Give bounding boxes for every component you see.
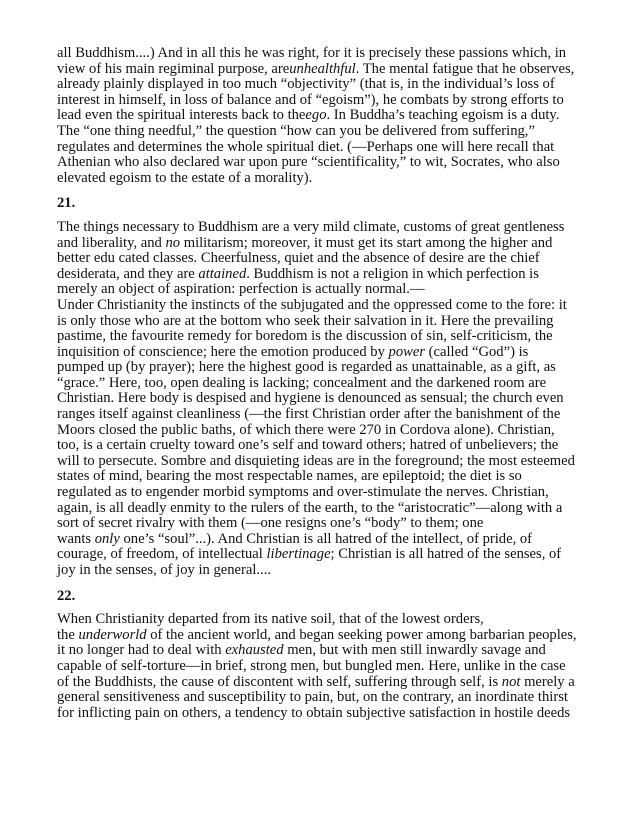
text-segment: interest in himself, in loss of balance and of “egoism”), he combats by strong efforts to — [57, 91, 564, 108]
text-segment: courage, of freedom, of intellectual — [57, 546, 267, 563]
text-segment: . Buddhism is not a religion in which perfection is — [246, 265, 539, 282]
text-line — [57, 93, 585, 109]
text-line — [57, 376, 585, 392]
text-line — [57, 155, 585, 171]
text-segment: states of mind, bearing the most respectable names, are epileptoid; the diet is so — [57, 468, 522, 485]
text-segment: inquisition of conscience; here the emotion produced by — [57, 343, 389, 360]
text-segment: Under Christianity the instincts of the subjugated and the oppressed come to the fore: it — [57, 296, 567, 313]
italic-text: exhausted — [225, 642, 284, 659]
text-line — [57, 469, 585, 485]
text-line — [57, 360, 585, 376]
italic-text: ego — [305, 107, 327, 124]
italic-text: no — [165, 234, 181, 251]
text-line — [57, 675, 585, 691]
text-line — [57, 628, 585, 644]
text-line — [57, 329, 585, 345]
text-segment: pastime, the favourite remedy for boredom is the discussion of sin, self-criticism, the — [57, 328, 553, 345]
section-heading-22: 22. — [57, 587, 76, 604]
text-segment: “grace.” Here, too, open dealing is lacking; concealment and the darkened room are — [57, 374, 547, 391]
text-segment: Christian. Here body is despised and hygiene is denounced as sensual; the church even — [57, 390, 564, 407]
text-line — [57, 423, 585, 439]
text-segment: again, is all deadly enmity to the rulers of the earth, to the “aristocratic”—along with a — [57, 499, 563, 516]
text-segment: sort of secret rivalry with them (—one resigns one’s “body” to them; one — [57, 515, 484, 532]
text-line — [57, 124, 585, 140]
section-22-body — [57, 612, 585, 721]
text-line — [57, 407, 585, 423]
text-line — [57, 516, 585, 532]
text-segment: for inflicting pain on others, a tendency to obtain subjective satisfaction in hostile deeds — [57, 704, 571, 721]
italic-text: underworld — [78, 626, 147, 643]
text-segment: militarism; moreover, it must get its start among the higher and — [180, 234, 553, 251]
text-line — [57, 314, 585, 330]
text-line — [57, 251, 585, 267]
text-line — [57, 298, 585, 314]
text-segment: When Christianity departed from its native soil, that of the lowest orders, — [57, 611, 484, 628]
text-segment: regulated as to engender morbid symptoms and over-stimulate the nerves. Christian, — [57, 484, 549, 501]
text-segment: capable of self-torture—in brief, strong men, but bungled men. Here, unlike in the case — [57, 657, 566, 674]
text-segment: it no longer had to deal with — [57, 642, 226, 659]
text-segment: lead even the spiritual interests back to the — [57, 107, 306, 124]
text-segment: ; Christian is all hatred of the senses, of — [330, 546, 562, 563]
section-21-body — [57, 220, 585, 579]
text-segment: The things necessary to Buddhism are a very mild climate, customs of great gentleness — [57, 218, 565, 235]
document-page — [57, 46, 585, 721]
italic-text: unhealthful — [289, 60, 356, 77]
text-segment: . The mental fatigue that he observes, — [355, 60, 575, 77]
text-line — [57, 140, 585, 156]
text-segment: merely a — [520, 673, 575, 690]
text-segment: (called “God”) is — [425, 343, 529, 360]
text-segment: joy in the senses, of joy in general.... — [57, 562, 271, 578]
text-segment: all Buddhism....) And in all this he was right, for it is precisely these passions which, in — [57, 45, 567, 61]
text-line — [57, 690, 585, 706]
text-segment: Athenian who also declared war upon pure “scientificality,” to wit, Socrates, who also — [57, 154, 560, 171]
text-line — [57, 62, 585, 78]
text-line — [57, 282, 585, 298]
text-segment: The “one thing needful,” the question “how can you be delivered from suffering,” — [57, 122, 535, 139]
text-segment: merely an object of aspiration: perfection is actually normal.— — [57, 281, 425, 298]
text-line — [57, 108, 585, 124]
text-line — [57, 532, 585, 548]
text-segment: of the ancient world, and began seeking power among barbarian peoples, — [146, 626, 577, 643]
text-segment: is only those who are at the bottom who seek their salvation in it. Here the prevailing — [57, 312, 554, 329]
text-line — [57, 643, 585, 659]
text-segment: ranges itself against cleanliness (—the first Christian order after the banishment of the — [57, 406, 561, 423]
text-segment: one’s “soul”...). And Christian is all hatred of the intellect, of pride, of — [119, 530, 533, 547]
text-line — [57, 485, 585, 501]
text-segment: already plainly displayed in too much “objectivity” (that is, in the individual’s loss of — [57, 76, 555, 93]
text-line — [57, 236, 585, 252]
text-segment: pumped up (by prayer); here the highest good is regarded as unattainable, as a gift, as — [57, 359, 556, 376]
text-line — [57, 220, 585, 236]
text-line — [57, 547, 585, 563]
text-line — [57, 77, 585, 93]
text-segment: general sensitiveness and susceptibility to pain, but, on the contrary, an inordinate thirst — [57, 689, 568, 706]
text-segment: view of his main regiminal purpose, are — [57, 60, 290, 77]
text-line — [57, 706, 585, 722]
text-line — [57, 46, 585, 62]
text-line — [57, 563, 585, 579]
italic-text: not — [501, 673, 521, 690]
text-segment: better edu cated classes. Cheerfulness, quiet and the absence of desire are the chief — [57, 250, 540, 267]
italic-text: power — [388, 343, 425, 360]
text-segment: elevated egoism to the estate of a morality). — [57, 169, 313, 186]
section-heading-21: 21. — [57, 195, 76, 212]
text-line — [57, 438, 585, 454]
text-line — [57, 391, 585, 407]
text-line — [57, 501, 585, 517]
text-line — [57, 267, 585, 283]
text-line — [57, 454, 585, 470]
text-segment: . In Buddha’s teaching egoism is a duty. — [326, 107, 560, 124]
text-segment: wants — [57, 530, 95, 547]
text-line — [57, 612, 585, 628]
text-line — [57, 345, 585, 361]
text-segment: and liberality, and — [57, 234, 166, 251]
text-segment: too, is a certain cruelty toward one’s self and toward others; hatred of unbelievers; the — [57, 437, 559, 454]
text-segment: will to persecute. Sombre and disquieting ideas are in the foreground; the most esteemed — [57, 452, 575, 469]
intro-paragraph — [57, 46, 585, 186]
text-segment: regulates and determines the whole spiritual diet. (—Perhaps one will here recall that — [57, 138, 555, 155]
text-line — [57, 659, 585, 675]
italic-text: only — [94, 530, 120, 547]
italic-text: libertinage — [266, 546, 331, 563]
text-segment: Moors closed the public baths, of which there were 270 in Cordova alone). Christian, — [57, 421, 555, 438]
text-segment: desiderata, and they are — [57, 265, 199, 282]
text-line — [57, 171, 585, 187]
italic-text: attained — [198, 265, 247, 282]
text-segment: of the Buddhists, the cause of discontent with self, suffering through self, is — [57, 673, 502, 690]
text-segment: the — [57, 626, 79, 643]
text-segment: men, but with men still inwardly savage and — [283, 642, 546, 659]
